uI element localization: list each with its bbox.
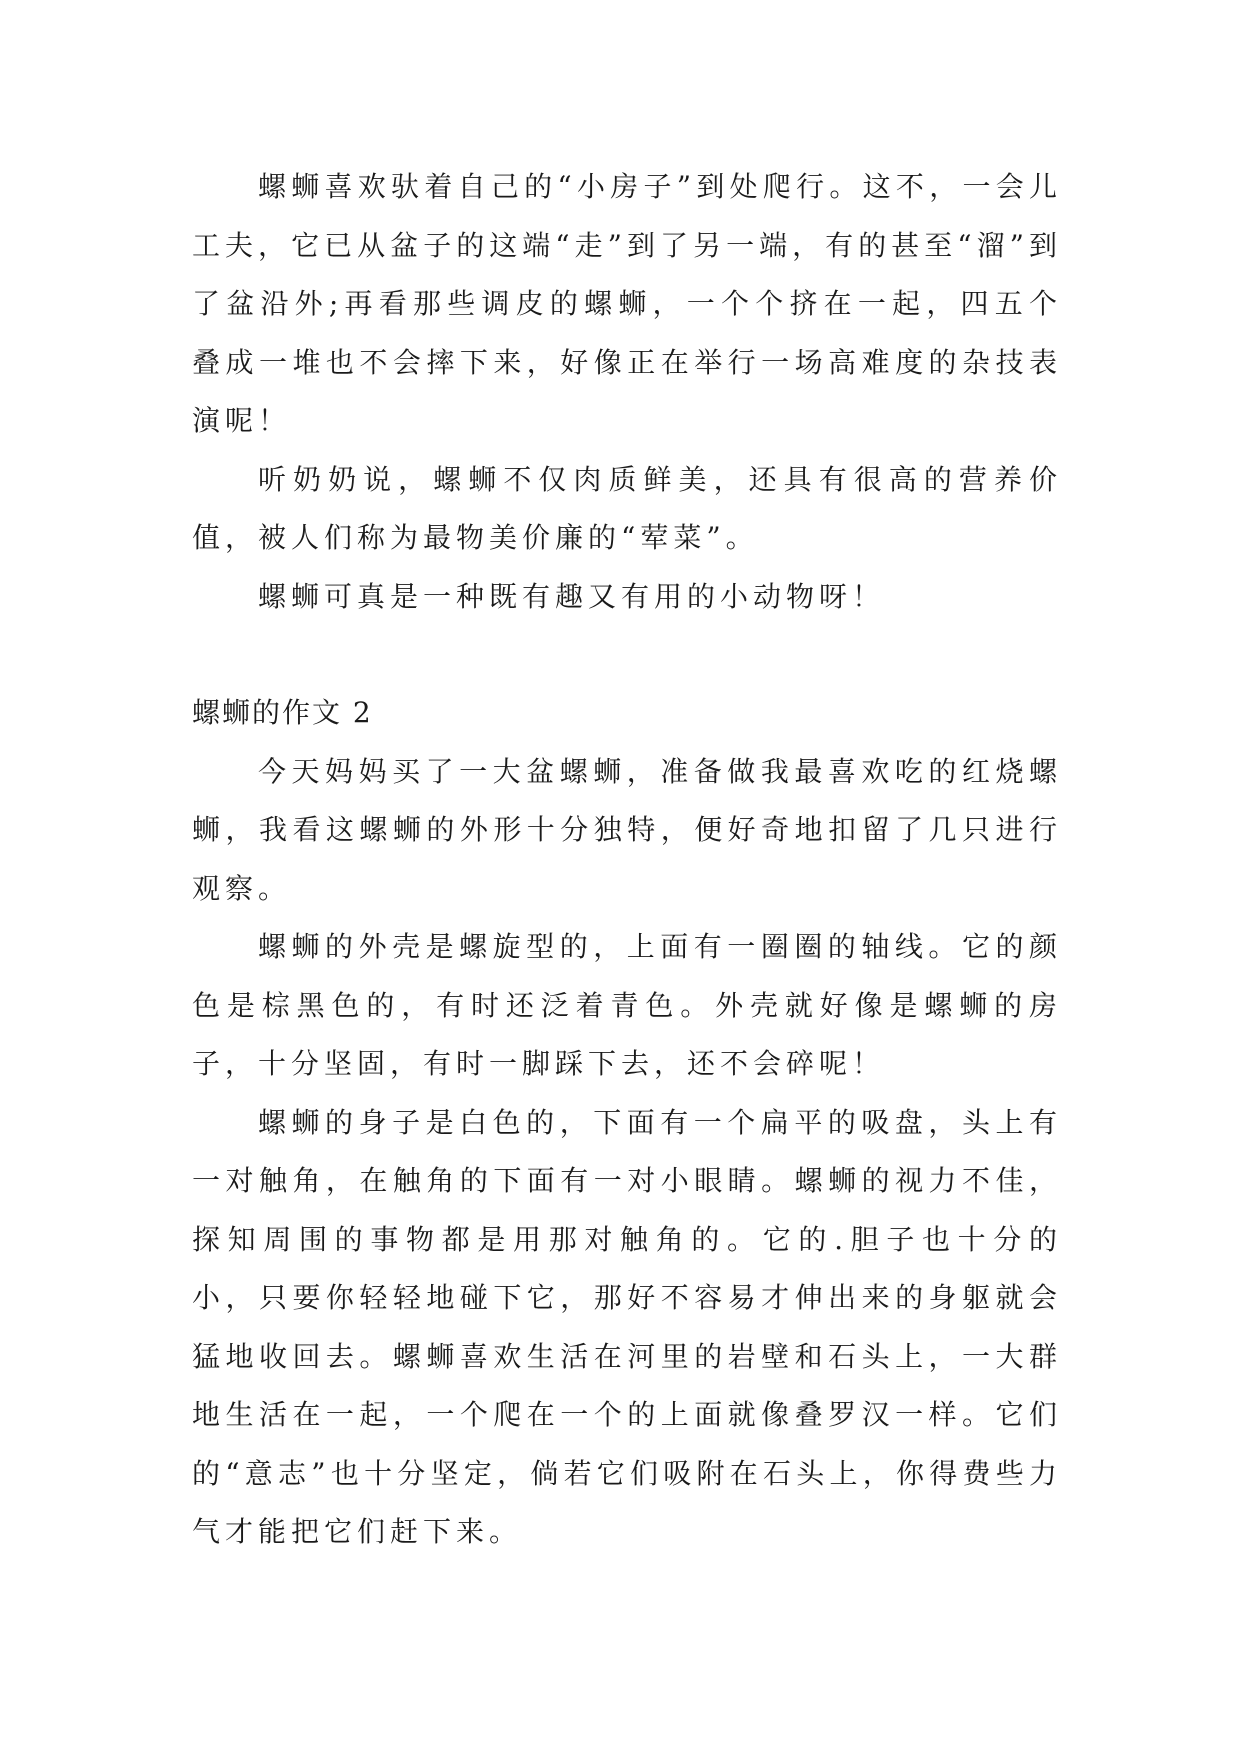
document-body <box>192 158 1062 1562</box>
paragraph: 今天妈妈买了一大盆螺蛳，准备做我最喜欢吃的红烧螺蛳，我看这螺蛳的外形十分独特，便好奇地扣留了几只进行观察。 <box>192 754 1062 905</box>
paragraph: 螺蛳喜欢驮着自己的“小房子”到处爬行。这不，一会儿工夫，它已从盆子的这端“走”到了另一端，有的甚至“溜”到了盆沿外;再看那些调皮的螺蛳，一个个挤在一起，四五个叠成一堆也不会摔下来，好像正在举行一场高难度的杂技表演呢！ <box>192 170 1062 437</box>
paragraph: 听奶奶说，螺蛳不仅肉质鲜美，还具有很高的营养价值，被人们称为最物美价廉的“荤菜”。 <box>192 462 1062 554</box>
paragraph: 螺蛳的身子是白色的，下面有一个扁平的吸盘，头上有一对触角，在触角的下面有一对小眼睛。螺蛳的视力不佳，探知周围的事物都是用那对触角的。它的.胆子也十分的小，只要你轻轻地碰下它，那好不容易才伸出来的身躯就会猛地收回去。螺蛳喜欢生活在河里的岩壁和石头上，一大群地生活在一起，一个爬在一个的上面就像叠罗汉一样。它们的“意志”也十分坚定，倘若它们吸附在石头上，你得费些力气才能把它们赶下来。 <box>192 1105 1062 1548</box>
paragraph: 螺蛳的外壳是螺旋型的，上面有一圈圈的轴线。它的颜色是棕黑色的，有时还泛着青色。外壳就好像是螺蛳的房子，十分坚固，有时一脚踩下去，还不会碎呢！ <box>192 930 1062 1080</box>
paragraph: 螺蛳可真是一种既有趣又有用的小动物呀！ <box>258 579 886 613</box>
section-title: 螺蛳的作文 2 <box>192 696 373 729</box>
section-spacer <box>192 626 1062 684</box>
